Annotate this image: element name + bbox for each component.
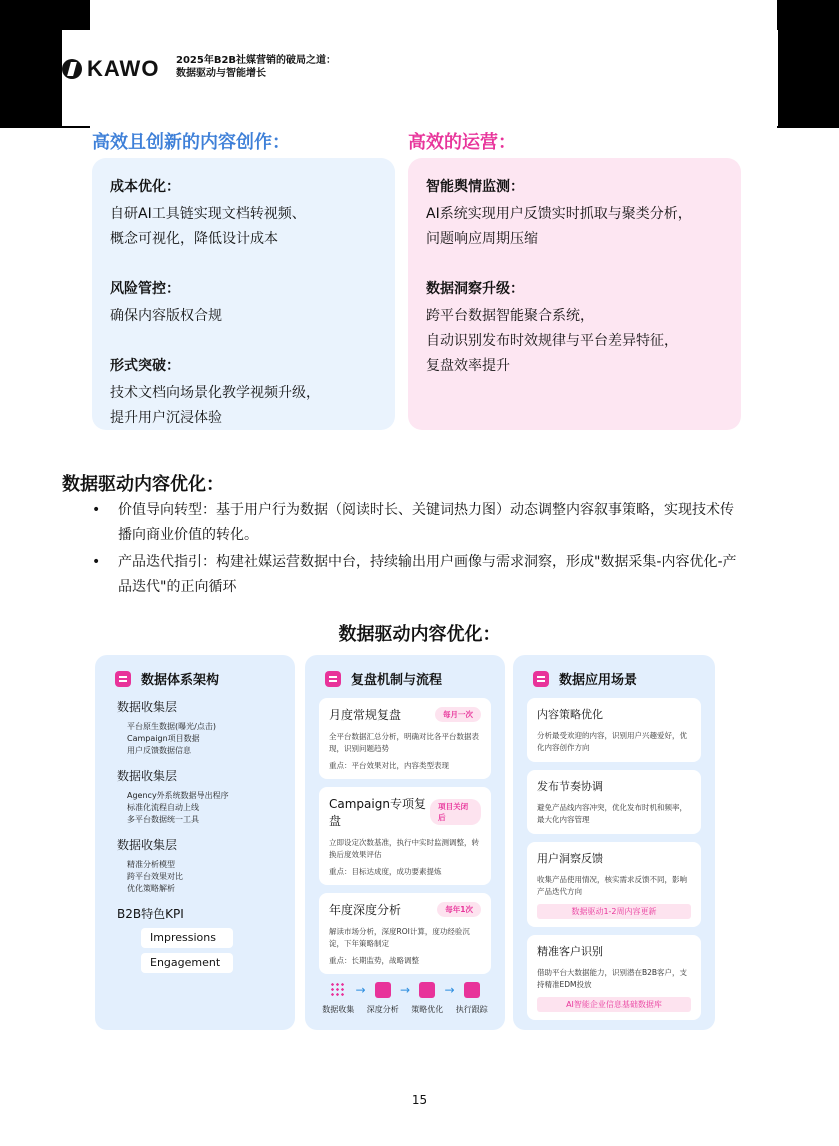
scenario-title: 发布节奏协调 (537, 780, 603, 793)
frequency-tag: 每月一次 (435, 707, 481, 722)
layer-item: 标准化流程自动上线 (127, 803, 199, 812)
arrow-right-icon: → (355, 983, 366, 997)
panel-title: 数据体系架构 (141, 673, 220, 688)
box-key: 重点：长期监势，战略调整 (329, 956, 419, 965)
block-heading: 数据洞察升级： (426, 281, 524, 297)
box-header (329, 706, 481, 723)
operations-card (408, 158, 741, 430)
scenario-highlight: AI智能企业信息基础数据库 (537, 997, 691, 1012)
flow-label: 数据收集 (322, 1005, 355, 1014)
eject-icon (533, 671, 549, 687)
box-header (329, 901, 481, 918)
block-heading: 形式突破： (110, 358, 180, 374)
layer (117, 767, 281, 826)
insight-block (426, 278, 723, 379)
flow-label: 策略优化 (411, 1005, 444, 1014)
bullet-item: • 产品迭代指引：构建社媒运营数据中台，持续输出用户画像与需求洞察，形成"数据采集-内容优化-产品迭代"的正向循环 (92, 550, 742, 600)
review-box (319, 698, 491, 779)
flow-label: 执行跟踪 (455, 1005, 488, 1014)
layer-items (117, 790, 281, 826)
operations-title: 高效的运营： (408, 132, 516, 153)
content-creation-title: 高效且创新的内容创作： (92, 132, 290, 153)
scenario-box (527, 842, 701, 927)
scenario-box (527, 770, 701, 834)
flow-step (455, 982, 489, 1015)
layer-item: 优化策略解析 (127, 884, 175, 893)
corner-block-top-right (777, 0, 839, 128)
block-heading: 成本优化： (110, 179, 180, 195)
box-title: Campaign专项复盘 (329, 797, 426, 828)
arrow-right-icon: → (399, 983, 411, 997)
flow-step (321, 982, 355, 1015)
panel-header (533, 669, 701, 688)
scenario-text: 避免产品线内容冲突，优化发布时机和频率，最大化内容管理 (537, 803, 687, 824)
monitoring-block (426, 176, 723, 252)
box-text: 全平台数据汇总分析，明确对比各平台数据表现，识别问题趋势 (329, 732, 479, 753)
page-number: 15 (411, 1093, 428, 1107)
layer-item: 跨平台效果对比 (127, 872, 183, 881)
format-block (110, 355, 377, 431)
diagram-title: 数据驱动内容优化： (338, 624, 501, 645)
box-title: 月度常规复盘 (329, 708, 402, 722)
box-title: 年度深度分析 (329, 903, 402, 917)
bullet-list (92, 498, 742, 602)
box-header (329, 795, 481, 829)
block-line: AI系统实现用户反馈实时抓取与聚类分析， (426, 206, 692, 222)
review-box (319, 893, 491, 974)
layer (117, 698, 281, 757)
logo-text: KAWO (87, 56, 160, 81)
frequency-tag: 项目关闭后 (430, 799, 481, 825)
chart-icon (375, 982, 391, 998)
scenario-text: 借助平台大数据能力，识别潜在B2B客户，支持精准EDM投放 (537, 968, 688, 989)
layer-items (117, 859, 281, 895)
kawo-logo (62, 56, 159, 82)
kpi-title: B2B特色KPI (117, 907, 184, 921)
data-driven-heading: 数据驱动内容优化： (62, 474, 224, 495)
layer-item: 平台原生数据(曝光/点击) (127, 722, 216, 731)
block-line: 自动识别发布时效规律与平台差异特征， (426, 333, 678, 349)
cost-block (110, 176, 377, 252)
block-line: 技术文档向场景化教学视频升级， (110, 385, 320, 401)
scenario-box (527, 935, 701, 1020)
layer-item: Campaign项目数据 (127, 734, 200, 743)
panel-title: 复盘机制与流程 (351, 673, 443, 688)
block-line: 自研AI工具链实现文档转视频、 (110, 206, 306, 222)
eject-icon (115, 671, 131, 687)
header-subtitle-line1: 2025年B2B社媒营销的破局之道： (176, 55, 337, 66)
kpi-chip-impressions: Impressions (141, 928, 233, 948)
arrow-right-icon: → (444, 983, 455, 997)
scenario-box (527, 698, 701, 762)
box-key: 重点：目标达成度，成功要素提炼 (329, 867, 442, 876)
panel-title: 数据应用场景 (559, 673, 638, 688)
review-box (319, 787, 491, 885)
box-key: 重点：平台效果对比，内容类型表现 (329, 761, 449, 770)
kpi-chip-engagement: Engagement (141, 953, 233, 973)
block-line: 复盘效率提升 (426, 358, 510, 374)
data-application-panel (513, 655, 715, 1030)
box-text: 立即设定次数基准，执行中实时监测调整，转换后度效果评估 (329, 838, 479, 859)
layer-items (117, 721, 281, 757)
block-heading: 风险管控： (110, 281, 180, 297)
data-architecture-panel (95, 655, 295, 1030)
frequency-tag: 每年1次 (437, 902, 481, 917)
scenario-highlight: 数据驱动1-2周内容更新 (537, 904, 691, 919)
layer (117, 836, 281, 895)
dots-grid-icon (330, 982, 346, 998)
block-line: 问题响应周期压缩 (426, 231, 538, 247)
block-line: 概念可视化，降低设计成本 (110, 231, 278, 247)
eject-icon (325, 671, 341, 687)
layer-item: 多平台数据统一工具 (127, 815, 199, 824)
layer-title: 数据收集层 (117, 769, 178, 783)
block-heading: 智能舆情监测： (426, 179, 524, 195)
layer-item: Agency外系统数据导出程序 (127, 791, 229, 800)
header-subtitle-line2: 数据驱动与智能增长 (176, 68, 266, 79)
flow-step (366, 982, 400, 1015)
block-line: 确保内容版权合规 (110, 308, 222, 324)
block-line: 跨平台数据智能聚合系统， (426, 308, 594, 324)
panel-header (115, 669, 281, 688)
review-process-panel (305, 655, 505, 1030)
layer-item: 精准分析模型 (127, 860, 175, 869)
scenario-title: 精准客户识别 (537, 945, 603, 958)
kawo-logo-icon (62, 59, 82, 79)
risk-block (110, 278, 377, 329)
scenario-title: 内容策略优化 (537, 708, 603, 721)
flow-step (410, 982, 444, 1015)
header-subtitle (176, 54, 336, 80)
scenario-title: 用户洞察反馈 (537, 852, 603, 865)
layer-title: 数据收集层 (117, 700, 178, 714)
bullet-item: • 价值导向转型：基于用户行为数据（阅读时长、关键词热力图）动态调整内容叙事策略，实现技术传播向商业价值的转化。 (92, 498, 742, 548)
scenario-text: 分析最受欢迎的内容，识别用户兴趣爱好，优化内容创作方向 (537, 731, 687, 752)
scenario-text: 收集产品使用情况，核实需求反馈不同，影响产品迭代方向 (537, 875, 687, 896)
content-creation-card (92, 158, 395, 430)
box-text: 解读市场分析，深度ROI计算，度功经验沉淀，下年策略制定 (329, 927, 470, 948)
layer-title: 数据收集层 (117, 838, 178, 852)
checklist-icon (464, 982, 480, 998)
layer-item: 用户反馈数据信息 (127, 746, 191, 755)
page-header (62, 30, 778, 126)
process-flow (319, 982, 491, 1015)
panel-header (325, 669, 491, 688)
monitor-icon (419, 982, 435, 998)
flow-label: 深度分析 (366, 1005, 399, 1014)
block-line: 提升用户沉浸体验 (110, 410, 222, 426)
